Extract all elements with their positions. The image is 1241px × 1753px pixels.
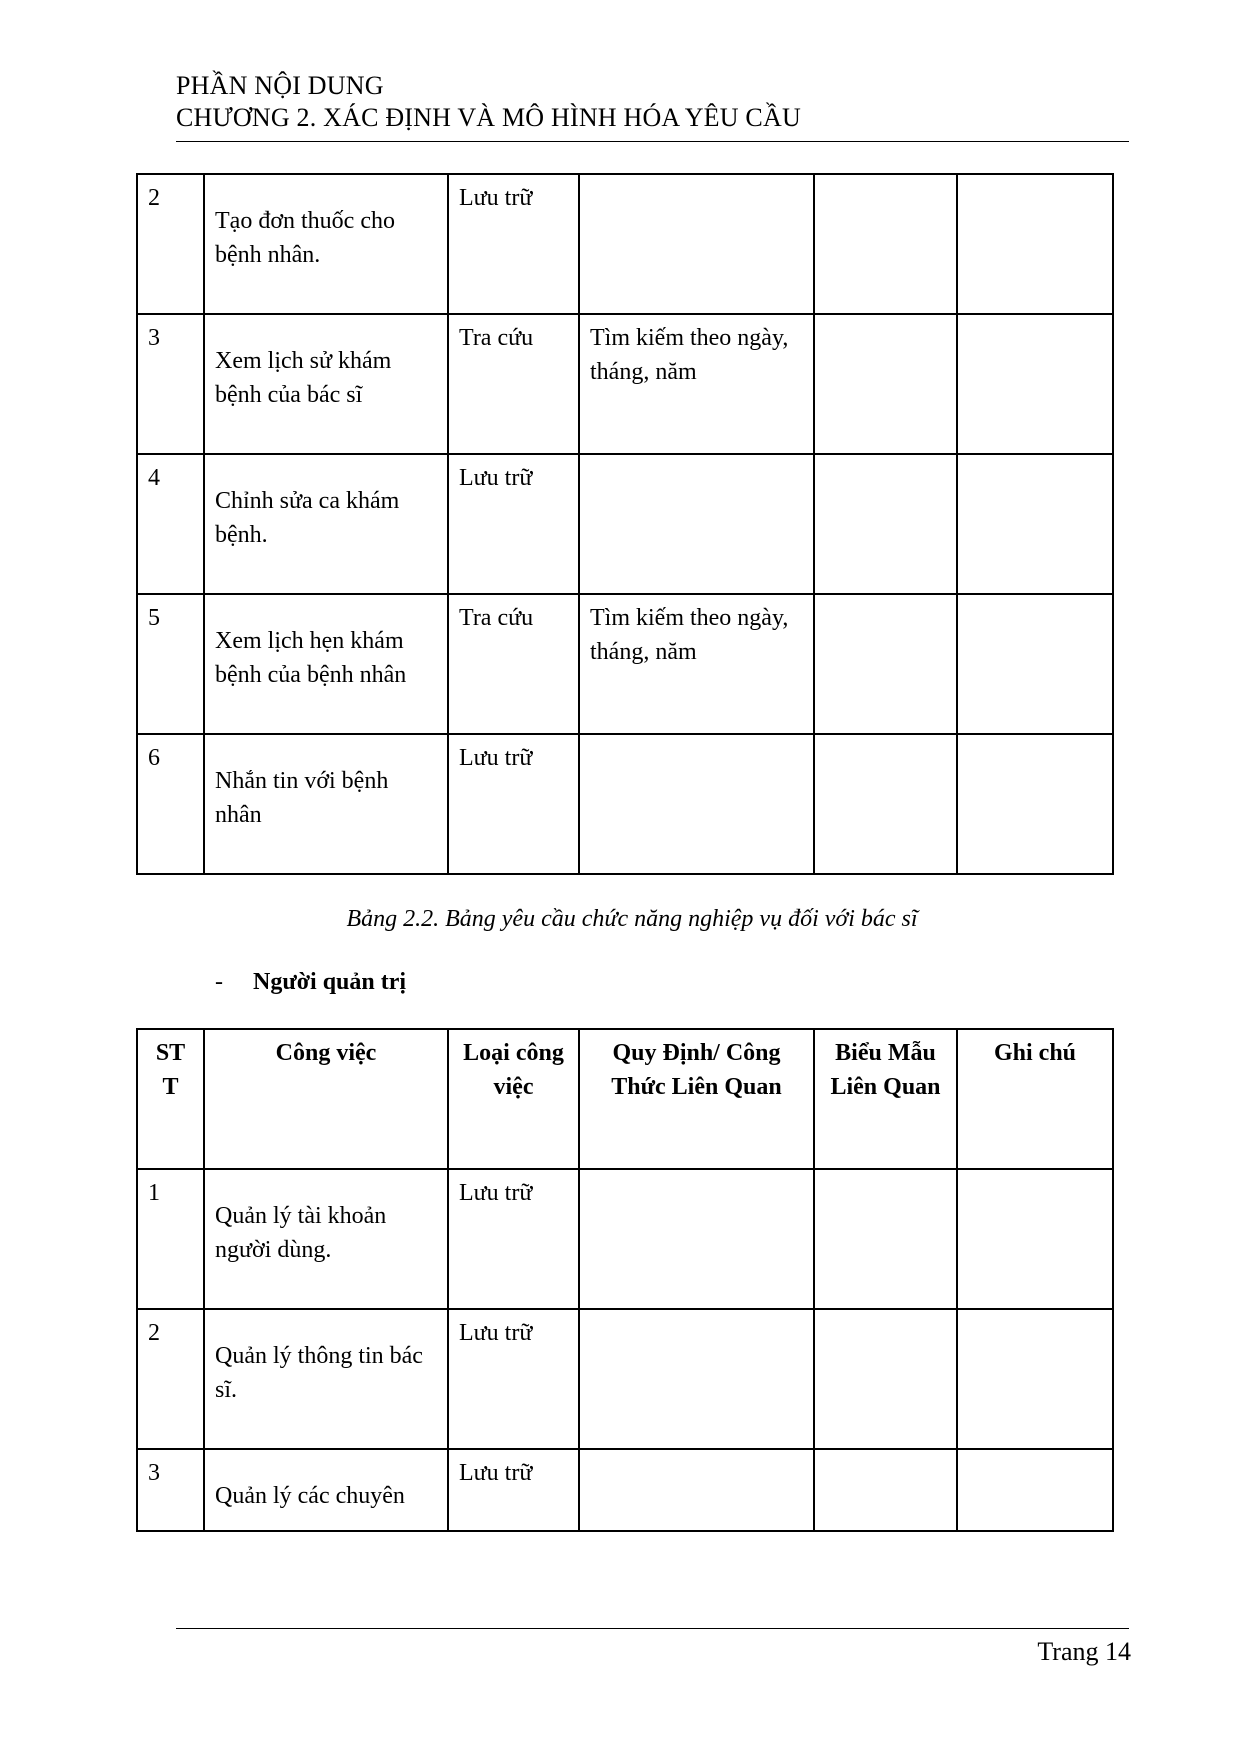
cell-type: Lưu trữ xyxy=(448,174,579,314)
cell-rule xyxy=(579,454,814,594)
cell-note xyxy=(957,454,1113,594)
section-heading xyxy=(215,966,406,998)
footer-divider xyxy=(176,1628,1129,1629)
cell-work: Tạo đơn thuốc cho bệnh nhân. xyxy=(204,174,448,314)
cell-stt: 3 xyxy=(137,1449,204,1531)
cell-form xyxy=(814,1309,957,1449)
cell-type: Lưu trữ xyxy=(448,454,579,594)
cell-form xyxy=(814,1169,957,1309)
cell-form xyxy=(814,1449,957,1531)
table-header-row xyxy=(137,1029,1113,1169)
cell-work: Nhắn tin với bệnh nhân xyxy=(204,734,448,874)
admin-requirements-table xyxy=(136,1028,1114,1532)
bullet-dash: - xyxy=(215,969,223,995)
cell-form xyxy=(814,174,957,314)
section-title: Người quản trị xyxy=(253,969,407,995)
cell-form xyxy=(814,454,957,594)
cell-note xyxy=(957,594,1113,734)
cell-note xyxy=(957,1169,1113,1309)
cell-note xyxy=(957,1309,1113,1449)
cell-note xyxy=(957,314,1113,454)
header-section-title: PHẦN NỘI DUNG xyxy=(176,71,384,100)
cell-work: Xem lịch hẹn khám bệnh của bệnh nhân xyxy=(204,594,448,734)
table2-body xyxy=(137,1029,1113,1531)
cell-form xyxy=(814,594,957,734)
cell-type: Lưu trữ xyxy=(448,734,579,874)
cell-stt: 3 xyxy=(137,314,204,454)
cell-work: Chỉnh sửa ca khám bệnh. xyxy=(204,454,448,594)
cell-rule xyxy=(579,1449,814,1531)
cell-stt: 2 xyxy=(137,1309,204,1449)
cell-rule xyxy=(579,174,814,314)
cell-work: Xem lịch sử khám bệnh của bác sĩ xyxy=(204,314,448,454)
cell-work: Quản lý các chuyên xyxy=(204,1449,448,1531)
cell-rule xyxy=(579,734,814,874)
header-note: Ghi chú xyxy=(957,1029,1113,1169)
doctor-requirements-table xyxy=(136,173,1114,875)
page-number: Trang 14 xyxy=(1037,1637,1131,1666)
table-row xyxy=(137,1309,1113,1449)
cell-form xyxy=(814,314,957,454)
table-row xyxy=(137,594,1113,734)
table1-body xyxy=(137,174,1113,874)
cell-form xyxy=(814,734,957,874)
cell-type: Lưu trữ xyxy=(448,1169,579,1309)
cell-type: Lưu trữ xyxy=(448,1449,579,1531)
table-caption: Bảng 2.2. Bảng yêu cầu chức năng nghiệp vụ đối với bác sĩ xyxy=(346,906,918,932)
cell-stt: 4 xyxy=(137,454,204,594)
cell-note xyxy=(957,174,1113,314)
cell-stt: 2 xyxy=(137,174,204,314)
table-row xyxy=(137,174,1113,314)
table-row xyxy=(137,734,1113,874)
header-stt: STT xyxy=(137,1029,204,1169)
cell-stt: 5 xyxy=(137,594,204,734)
page-header xyxy=(176,70,1129,134)
cell-type: Tra cứu xyxy=(448,594,579,734)
cell-work: Quản lý thông tin bác sĩ. xyxy=(204,1309,448,1449)
header-type: Loại công việc xyxy=(448,1029,579,1169)
header-form: Biểu Mẫu Liên Quan xyxy=(814,1029,957,1169)
cell-type: Tra cứu xyxy=(448,314,579,454)
cell-work: Quản lý tài khoản người dùng. xyxy=(204,1169,448,1309)
cell-rule: Tìm kiếm theo ngày, tháng, năm xyxy=(579,314,814,454)
cell-rule: Tìm kiếm theo ngày, tháng, năm xyxy=(579,594,814,734)
table-row xyxy=(137,1449,1113,1531)
table-row xyxy=(137,314,1113,454)
table-row xyxy=(137,454,1113,594)
cell-rule xyxy=(579,1169,814,1309)
header-rule: Quy Định/ Công Thức Liên Quan xyxy=(579,1029,814,1169)
cell-rule xyxy=(579,1309,814,1449)
header-divider xyxy=(176,141,1129,142)
cell-type: Lưu trữ xyxy=(448,1309,579,1449)
header-chapter-title: CHƯƠNG 2. XÁC ĐỊNH VÀ MÔ HÌNH HÓA YÊU CẦU xyxy=(176,103,801,132)
cell-stt: 6 xyxy=(137,734,204,874)
header-work: Công việc xyxy=(204,1029,448,1169)
cell-stt: 1 xyxy=(137,1169,204,1309)
table-row xyxy=(137,1169,1113,1309)
cell-note xyxy=(957,734,1113,874)
cell-note xyxy=(957,1449,1113,1531)
